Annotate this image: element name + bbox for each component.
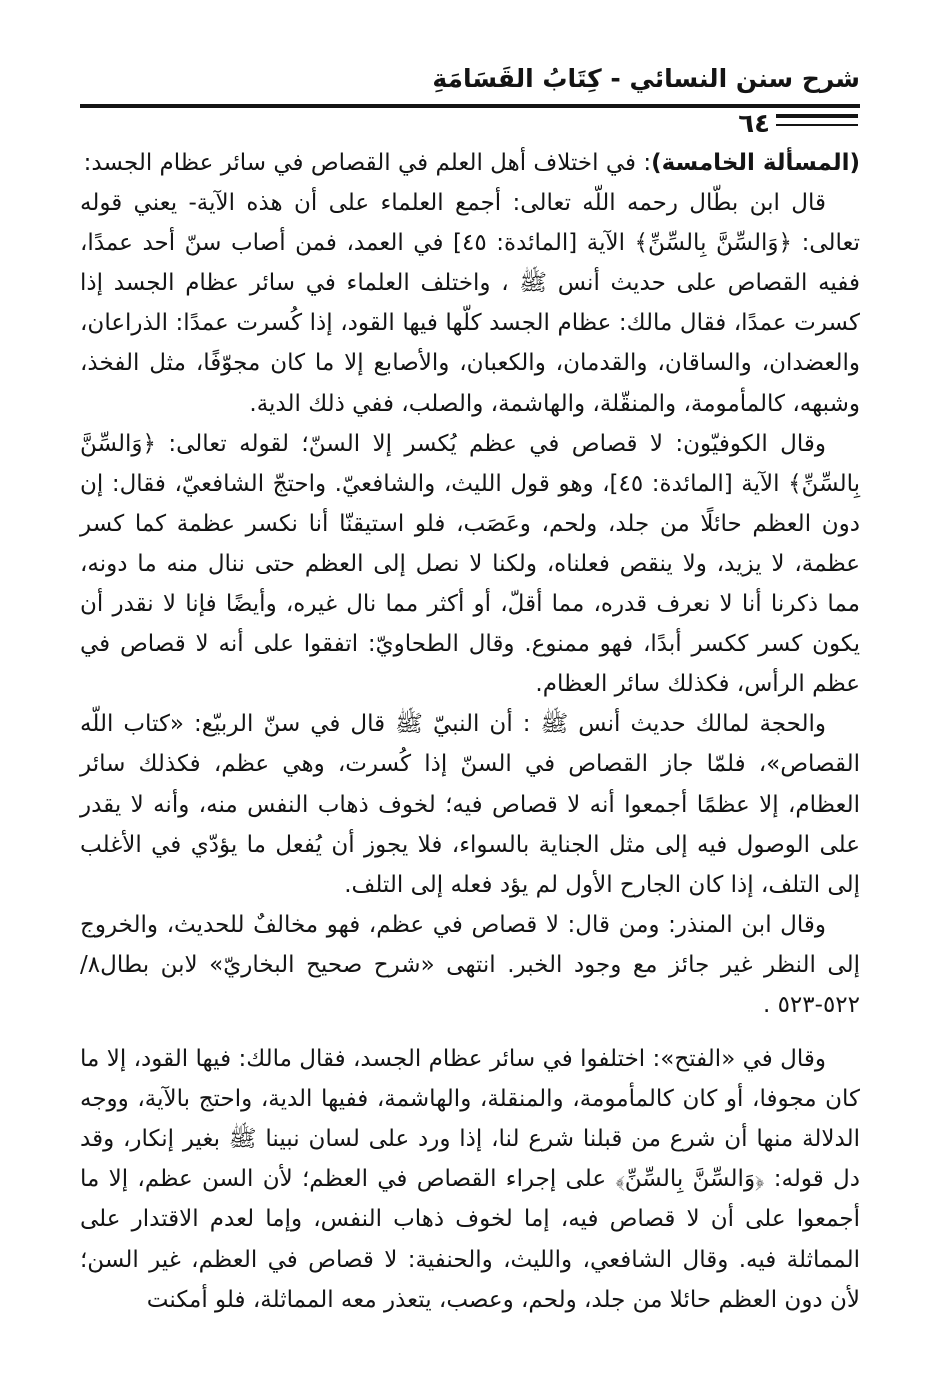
paragraph-fath: وقال في «الفتح»: اختلفوا في سائر عظام الجسد، فقال مالك: فيها القود، إلا ما كان مجوفا، أو كان كالمأمومة، والمنقلة، والهاشمة، ففيها الدية، واحتج بالآية، ووجه الدلالة منها أن شرع من قبلنا شرع لنا، إذا ورد على لسان نبينا ﷺ بغير إنكار، وقد دل قوله: ﴿وَالسِّنَّ بِالسِّنِّ﴾ على إجراء القصاص في العظم؛ لأن السن عظم، إلا ما أجمعوا على أن لا قصاص فيه، إما لخوف ذهاب النفس، وإما لعدم الاقتدار على المماثلة فيه. وقال الشافعي، والليث، والحنفية: لا قصاص في العظم، غير السن؛ لأن دون العظم حائلا من جلد، ولحم، وعصب، يتعذر معه المماثلة، فلو أمكنت xyxy=(80,1046,860,1313)
page-number-rule-top xyxy=(776,104,858,108)
issue-heading-text: : في اختلاف أهل العلم في القصاص في سائر عظام الجسد: xyxy=(83,150,652,176)
paragraph-ibn-mundhir: وقال ابن المنذر: ومن قال: لا قصاص في عظم، فهو مخالفٌ للحديث، والخروج إلى النظر غير جائز مع وجود الخبر. انتهى «شرح صحيح البخاريّ» لابن بطال٨/ ٥٢٢-٥٢٣ . xyxy=(80,911,860,1018)
paragraph-issue-heading xyxy=(80,143,860,183)
page-number-rule-middle xyxy=(776,114,858,118)
issue-heading-label: (المسألة الخامسة) xyxy=(651,150,860,176)
page-number-rule-bottom xyxy=(776,124,858,126)
page-number: ٦٤ xyxy=(738,109,770,139)
running-header-title: شرح سنن النسائي - كِتَابُ القَسَامَةِ xyxy=(432,64,860,93)
paragraph-kufiyyun: وقال الكوفيّون: لا قصاص في عظم يُكسر إلا السنّ؛ لقوله تعالى: ﴿وَالسِّنَّ بِالسِّنِّ﴾ الآية [المائدة: ٤٥]، وهو قول الليث، والشافعيّ. واحتجّ الشافعيّ، فقال: إن دون العظم حائلًا من جلد، ولحم، وعَصَب، فلو استيقنّا أنا نكسر عظمة كما كسر عظمة، لا يزيد، ولا ينقص فعلناه، ولكنا لا نصل إلى العظم حتى ننال منه ما دونه، مما ذكرنا أنا لا نعرف قدره، مما أقلّ، أو أكثر مما نال غيره، وأيضًا فإنا لا نقدر أن يكون كسر ككسر أبدًا، فهو ممنوع. وقال الطحاويّ: اتفقوا على أنه لا قصاص في عظم الرأس، فكذلك سائر العظام. xyxy=(80,430,860,698)
body-text xyxy=(80,143,860,1320)
paragraph-malik-argument: والحجة لمالك حديث أنس ﷺ : أن النبيّ ﷺ قال في سنّ الربيّع: «كتاب اللّه القصاص»، فلمّا جاز القصاص في السنّ إذا كُسرت، وهي عظم، فكذلك سائر العظام، إلا عظمًا أجمعوا أنه لا قصاص فيه؛ لخوف ذهاب النفس منه، وأنه لا يقدر على الوصول فيه إلى مثل الجناية بالسواء، فلا يجوز أن يُفعل ما يؤدّي في الأغلب إلى التلف، إذا كان الجارح الأول لم يؤد فعله إلى التلف. xyxy=(80,711,860,898)
paragraph-ibn-battal: قال ابن بطّال رحمه اللّه تعالى: أجمع العلماء على أن هذه الآية- يعني قوله تعالى: ﴿وَالسِّنَّ بِالسِّنِّ﴾ الآية [المائدة: ٤٥] في العمد، فمن أصاب سنّ أحد عمدًا، ففيه القصاص على حديث أنس ﷺ ، واختلف العلماء في سائر عظام الجسد إذا كسرت عمدًا، فقال مالك: عظام الجسد كلّها فيها القود، إذا كُسرت عمدًا: الذراعان، والعضدان، والساقان، والقدمان، والكعبان، والأصابع إلا ما كان مجوّفًا، مثل الفخذ، وشبهه، كالمأمومة، والمنقّلة، والهاشمة، والصلب، ففي ذلك الدية. xyxy=(80,190,860,417)
